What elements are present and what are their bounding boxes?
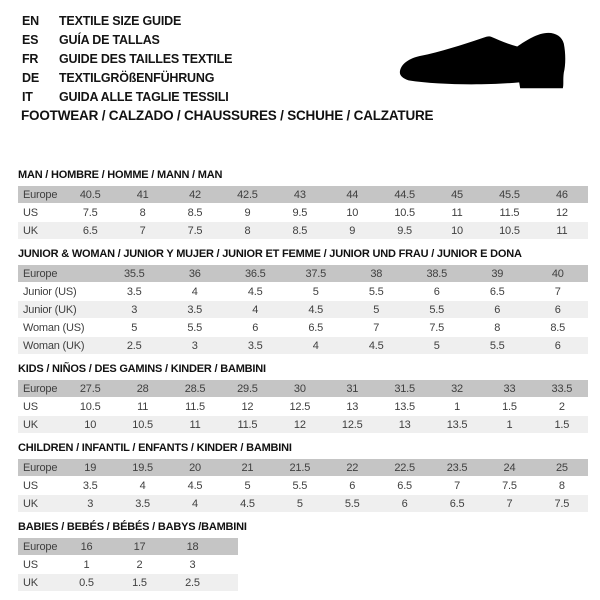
size-value: 6.5 — [397, 479, 412, 492]
size-table — [18, 186, 588, 239]
size-value: 4 — [139, 479, 146, 492]
language-code: DE — [22, 70, 39, 85]
row-label: UK — [23, 224, 38, 237]
size-value: 1 — [506, 418, 513, 431]
size-value: 8.5 — [550, 321, 566, 334]
size-value: 6 — [433, 285, 440, 298]
size-value: 42 — [189, 188, 201, 201]
size-value: 20 — [189, 461, 201, 474]
size-value: 5.5 — [429, 303, 445, 316]
size-value: 24 — [503, 461, 516, 474]
size-value: 10.5 — [132, 418, 153, 431]
size-value: 7 — [454, 479, 460, 492]
row-label: Europe — [23, 267, 58, 280]
size-value: 9.5 — [397, 224, 412, 237]
size-value: 11 — [451, 206, 463, 219]
size-value: 13.5 — [446, 418, 468, 431]
row-label: Woman (UK) — [23, 339, 85, 352]
size-value: 5 — [312, 285, 319, 298]
row-label: US — [23, 479, 38, 492]
size-value: 2.5 — [126, 339, 142, 352]
size-value: 19.5 — [132, 461, 153, 474]
size-value: 8 — [244, 224, 251, 237]
size-value: 30 — [293, 382, 306, 395]
size-value: 18 — [186, 540, 199, 553]
language-row — [22, 87, 232, 106]
size-value: 25 — [555, 461, 568, 474]
size-value: 22.5 — [394, 461, 415, 474]
size-value: 3 — [191, 339, 198, 352]
table-row — [18, 186, 588, 203]
size-value: 46 — [555, 188, 568, 201]
size-value: 8.5 — [292, 224, 308, 237]
row-label: Europe — [23, 461, 58, 474]
size-value: 9.5 — [292, 206, 308, 219]
row-label: US — [23, 400, 38, 413]
size-value: 7.5 — [429, 321, 445, 334]
row-label: UK — [23, 576, 38, 589]
size-value: 3 — [87, 497, 94, 510]
size-value: 6 — [554, 303, 561, 316]
size-value: 6.5 — [449, 497, 465, 510]
size-value: 5 — [244, 479, 251, 492]
row-label: Europe — [23, 188, 58, 201]
size-value: 4.5 — [187, 479, 203, 492]
size-value: 11 — [137, 400, 149, 413]
size-value: 8 — [139, 206, 146, 219]
size-value: 13.5 — [394, 400, 415, 413]
size-value: 12 — [293, 418, 306, 431]
size-value: 12 — [555, 206, 568, 219]
size-value: 8.5 — [187, 206, 203, 219]
size-value: 31.5 — [394, 382, 415, 395]
size-value: 19 — [84, 461, 97, 474]
size-value: 37.5 — [305, 267, 327, 280]
language-title: GUIDE DES TAILLES TEXTILE — [59, 51, 233, 66]
size-value: 39 — [491, 267, 504, 280]
size-value: 10 — [451, 224, 463, 237]
size-value: 3.5 — [82, 479, 98, 492]
size-value: 11.5 — [499, 206, 520, 219]
size-value: 5.5 — [489, 339, 505, 352]
size-value: 45 — [451, 188, 463, 201]
table-row — [18, 319, 588, 336]
size-value: 3.5 — [135, 497, 150, 510]
size-value: 11.5 — [185, 400, 205, 413]
table-row — [18, 477, 588, 494]
size-table-section — [18, 521, 588, 591]
language-title: GUIDA ALLE TAGLIE TESSILI — [59, 89, 229, 104]
size-value: 6.5 — [308, 321, 324, 334]
size-value: 3.5 — [126, 285, 142, 298]
size-value: 4 — [191, 285, 198, 298]
size-value: 6 — [252, 321, 259, 334]
language-title: GUÍA DE TALLAS — [59, 32, 160, 47]
size-value: 22 — [346, 461, 359, 474]
size-value: 8 — [558, 479, 565, 492]
size-value: 5.5 — [292, 479, 308, 492]
size-value: 44.5 — [394, 188, 415, 201]
size-value: 21 — [241, 461, 254, 474]
size-value: 41 — [136, 188, 149, 201]
size-value: 5 — [131, 321, 138, 334]
size-value: 11 — [189, 418, 201, 431]
size-value: 38.5 — [426, 267, 448, 280]
row-label: Europe — [23, 382, 58, 395]
row-label: Junior (UK) — [23, 303, 77, 316]
size-value: 8 — [494, 321, 501, 334]
size-value: 7.5 — [82, 206, 98, 219]
size-value: 4 — [252, 303, 259, 316]
size-table-title: MAN / HOMBRE / HOMME / MANN / MAN — [18, 169, 223, 181]
size-value: 5.5 — [344, 497, 360, 510]
language-code: IT — [22, 89, 33, 104]
size-value: 4 — [192, 497, 198, 510]
row-label: UK — [23, 418, 38, 431]
dress-shoe-path — [400, 33, 565, 88]
table-row — [18, 495, 588, 512]
size-value: 10.5 — [79, 400, 101, 413]
language-code: FR — [22, 51, 39, 66]
size-value: 12.5 — [289, 400, 311, 413]
language-title: TEXTILGRÖßENFÜHRUNG — [59, 70, 215, 85]
size-value: 38 — [370, 267, 383, 280]
table-row — [18, 204, 588, 221]
size-value: 4.5 — [247, 285, 263, 298]
category-title: FOOTWEAR / CALZADO / CHAUSSURES / SCHUHE / CALZATURE — [21, 108, 434, 123]
size-table-title: CHILDREN / INFANTIL / ENFANTS / KINDER / BAMBINI — [18, 442, 292, 454]
row-label: US — [23, 558, 38, 571]
size-value: 10.5 — [394, 206, 415, 219]
size-table-section — [18, 169, 588, 239]
size-value: 33.5 — [551, 382, 573, 395]
size-value: 35.5 — [123, 267, 145, 280]
table-row — [18, 283, 588, 300]
size-value: 11.5 — [237, 418, 258, 431]
size-value: 13 — [346, 400, 359, 413]
size-value: 12.5 — [341, 418, 363, 431]
size-value: 44 — [346, 188, 359, 201]
row-label: Junior (US) — [23, 285, 77, 298]
table-row — [18, 398, 588, 415]
size-value: 5.5 — [187, 321, 203, 334]
size-value: 9 — [244, 206, 251, 219]
size-value: 10.5 — [499, 224, 520, 237]
row-label: US — [23, 206, 38, 219]
size-value: 7.5 — [187, 224, 203, 237]
size-value: 6 — [554, 339, 561, 352]
size-value: 1.5 — [554, 418, 570, 431]
size-value: 2 — [136, 558, 143, 571]
size-value: 6 — [349, 479, 356, 492]
size-value: 6 — [401, 497, 408, 510]
size-value: 4.5 — [308, 303, 324, 316]
table-row — [18, 337, 588, 354]
size-value: 40 — [551, 267, 564, 280]
size-value: 3 — [131, 303, 138, 316]
size-value: 11 — [556, 224, 568, 237]
size-value: 27.5 — [79, 382, 101, 395]
size-value: 16 — [80, 540, 93, 553]
table-row — [18, 222, 588, 239]
language-row — [22, 30, 232, 49]
size-value: 7 — [506, 497, 513, 510]
size-table-section — [18, 248, 588, 354]
size-table-title: BABIES / BEBÉS / BÉBÉS / BABYS /BAMBINI — [18, 521, 247, 533]
size-value: 45.5 — [499, 188, 520, 201]
size-value: 3.5 — [247, 339, 263, 352]
table-row — [18, 380, 588, 397]
size-value: 36.5 — [244, 267, 266, 280]
size-value: 32 — [451, 382, 463, 395]
table-row — [18, 574, 238, 591]
size-value: 29.5 — [237, 382, 258, 395]
language-title: TEXTILE SIZE GUIDE — [59, 13, 182, 28]
language-list — [22, 11, 232, 106]
language-row — [22, 68, 232, 87]
table-row — [18, 301, 588, 318]
size-value: 7 — [139, 224, 146, 237]
size-value: 0.5 — [79, 576, 94, 589]
size-value: 36 — [188, 267, 201, 280]
size-value: 17 — [133, 540, 146, 553]
size-value: 4 — [312, 339, 319, 352]
size-value: 13 — [398, 418, 411, 431]
size-value: 5 — [373, 303, 380, 316]
table-row — [18, 416, 588, 433]
size-table-title: KIDS / NIÑOS / DES GAMINS / KINDER / BAMBINI — [18, 363, 266, 375]
size-value: 7.5 — [502, 479, 517, 492]
size-value: 10 — [346, 206, 359, 219]
size-value: 5 — [433, 339, 440, 352]
size-value: 1.5 — [502, 400, 517, 413]
dress-shoe-icon — [396, 24, 590, 100]
size-table — [18, 538, 238, 591]
size-value: 6.5 — [489, 285, 505, 298]
row-label: UK — [23, 497, 38, 510]
table-row — [18, 459, 588, 476]
row-label: Woman (US) — [23, 321, 85, 334]
size-value: 7.5 — [554, 497, 570, 510]
language-row — [22, 11, 232, 30]
size-table-section — [18, 363, 588, 433]
size-value: 42.5 — [237, 188, 258, 201]
size-value: 1 — [454, 400, 460, 413]
size-value: 7 — [554, 285, 561, 298]
size-value: 33 — [503, 382, 516, 395]
size-table — [18, 265, 588, 354]
size-value: 10 — [84, 418, 97, 431]
size-value: 9 — [349, 224, 356, 237]
row-label: Europe — [23, 540, 58, 553]
size-value: 3 — [189, 558, 196, 571]
language-code: EN — [22, 13, 39, 28]
language-code: ES — [22, 32, 39, 47]
language-row — [22, 49, 232, 68]
size-value: 7 — [373, 321, 380, 334]
size-value: 43 — [293, 188, 306, 201]
table-row — [18, 265, 588, 282]
size-value: 6.5 — [82, 224, 98, 237]
size-table-title: JUNIOR & WOMAN / JUNIOR Y MUJER / JUNIOR ET FEMME / JUNIOR UND FRAU / JUNIOR E DONA — [18, 248, 522, 260]
table-row — [18, 538, 238, 555]
size-value: 23.5 — [446, 461, 468, 474]
size-value: 5.5 — [368, 285, 384, 298]
size-value: 28 — [136, 382, 149, 395]
size-value: 40.5 — [79, 188, 101, 201]
size-value: 28.5 — [184, 382, 206, 395]
size-value: 3.5 — [187, 303, 203, 316]
size-value: 12 — [241, 400, 254, 413]
size-value: 1.5 — [132, 576, 147, 589]
size-value: 21.5 — [289, 461, 311, 474]
size-table — [18, 380, 588, 433]
table-row — [18, 556, 238, 573]
size-table — [18, 459, 588, 512]
size-value: 2 — [558, 400, 565, 413]
size-value: 31 — [346, 382, 359, 395]
size-value: 4.5 — [368, 339, 384, 352]
size-value: 1 — [83, 558, 90, 571]
size-value: 4.5 — [240, 497, 255, 510]
size-tables — [18, 169, 588, 592]
size-value: 5 — [296, 497, 303, 510]
size-value: 2.5 — [185, 576, 200, 589]
size-table-section — [18, 442, 588, 512]
size-value: 6 — [494, 303, 501, 316]
